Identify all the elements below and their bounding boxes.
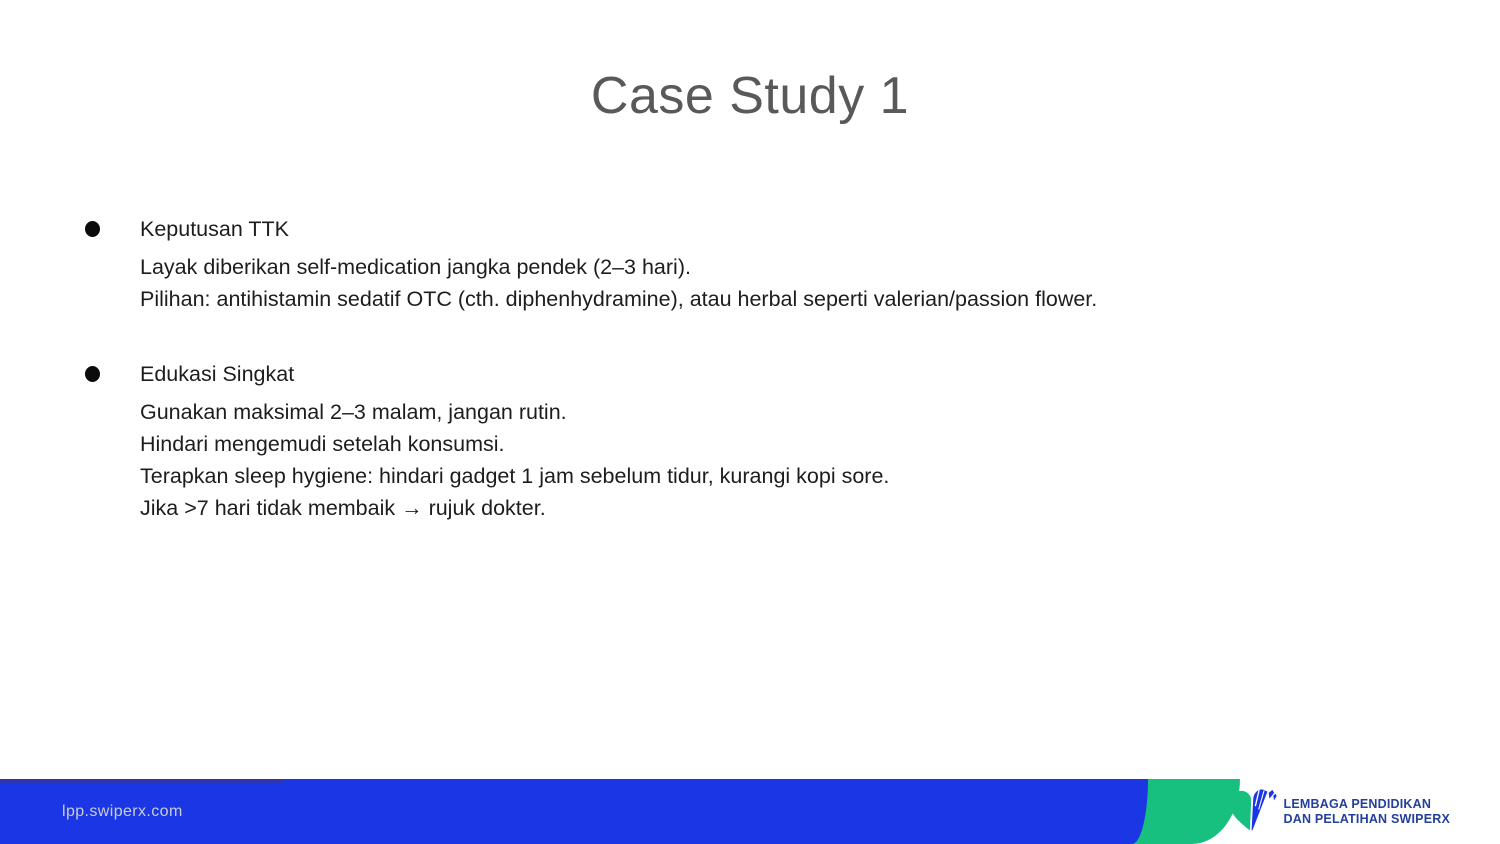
bullet-heading: Keputusan TTK bbox=[140, 217, 289, 241]
page-title: Case Study 1 bbox=[590, 67, 910, 125]
bullet-line: Hindari mengemudi setelah konsumsi. bbox=[140, 432, 505, 456]
organization-logo bbox=[1227, 784, 1450, 840]
heart-book-logo-icon bbox=[1227, 784, 1277, 840]
logo-text bbox=[1284, 797, 1450, 827]
bullet-line: Pilihan: antihistamin sedatif OTC (cth. diphenhydramine), atau herbal seperti valerian/passion flower. bbox=[140, 287, 1098, 311]
bullet-line: Terapkan sleep hygiene: hindari gadget 1 jam sebelum tidur, kurangi kopi sore. bbox=[140, 464, 890, 488]
slide-footer bbox=[0, 779, 1500, 844]
bullet-line: Jika >7 hari tidak membaik → rujuk dokter. bbox=[140, 496, 546, 520]
logo-text-line1: LEMBAGA PENDIDIKAN bbox=[1283, 796, 1432, 811]
bullet-line: Layak diberikan self-medication jangka pendek (2–3 hari). bbox=[140, 255, 691, 279]
bullet-group-edukasi-singkat bbox=[0, 358, 1500, 524]
bullet-line: Gunakan maksimal 2–3 malam, jangan rutin. bbox=[140, 400, 567, 424]
logo-text-line2: DAN PELATIHAN SWIPERX bbox=[1283, 811, 1450, 826]
footer-blue-bar bbox=[0, 779, 1148, 844]
footer-url: lpp.swiperx.com bbox=[62, 802, 183, 820]
bullet-icon bbox=[85, 366, 100, 382]
bullet-heading: Edukasi Singkat bbox=[140, 362, 295, 386]
footer-dark-strip bbox=[0, 779, 283, 783]
bullet-group-keputusan-ttk bbox=[0, 213, 1500, 315]
slide-body bbox=[0, 213, 1500, 524]
bullet-icon bbox=[85, 221, 100, 237]
